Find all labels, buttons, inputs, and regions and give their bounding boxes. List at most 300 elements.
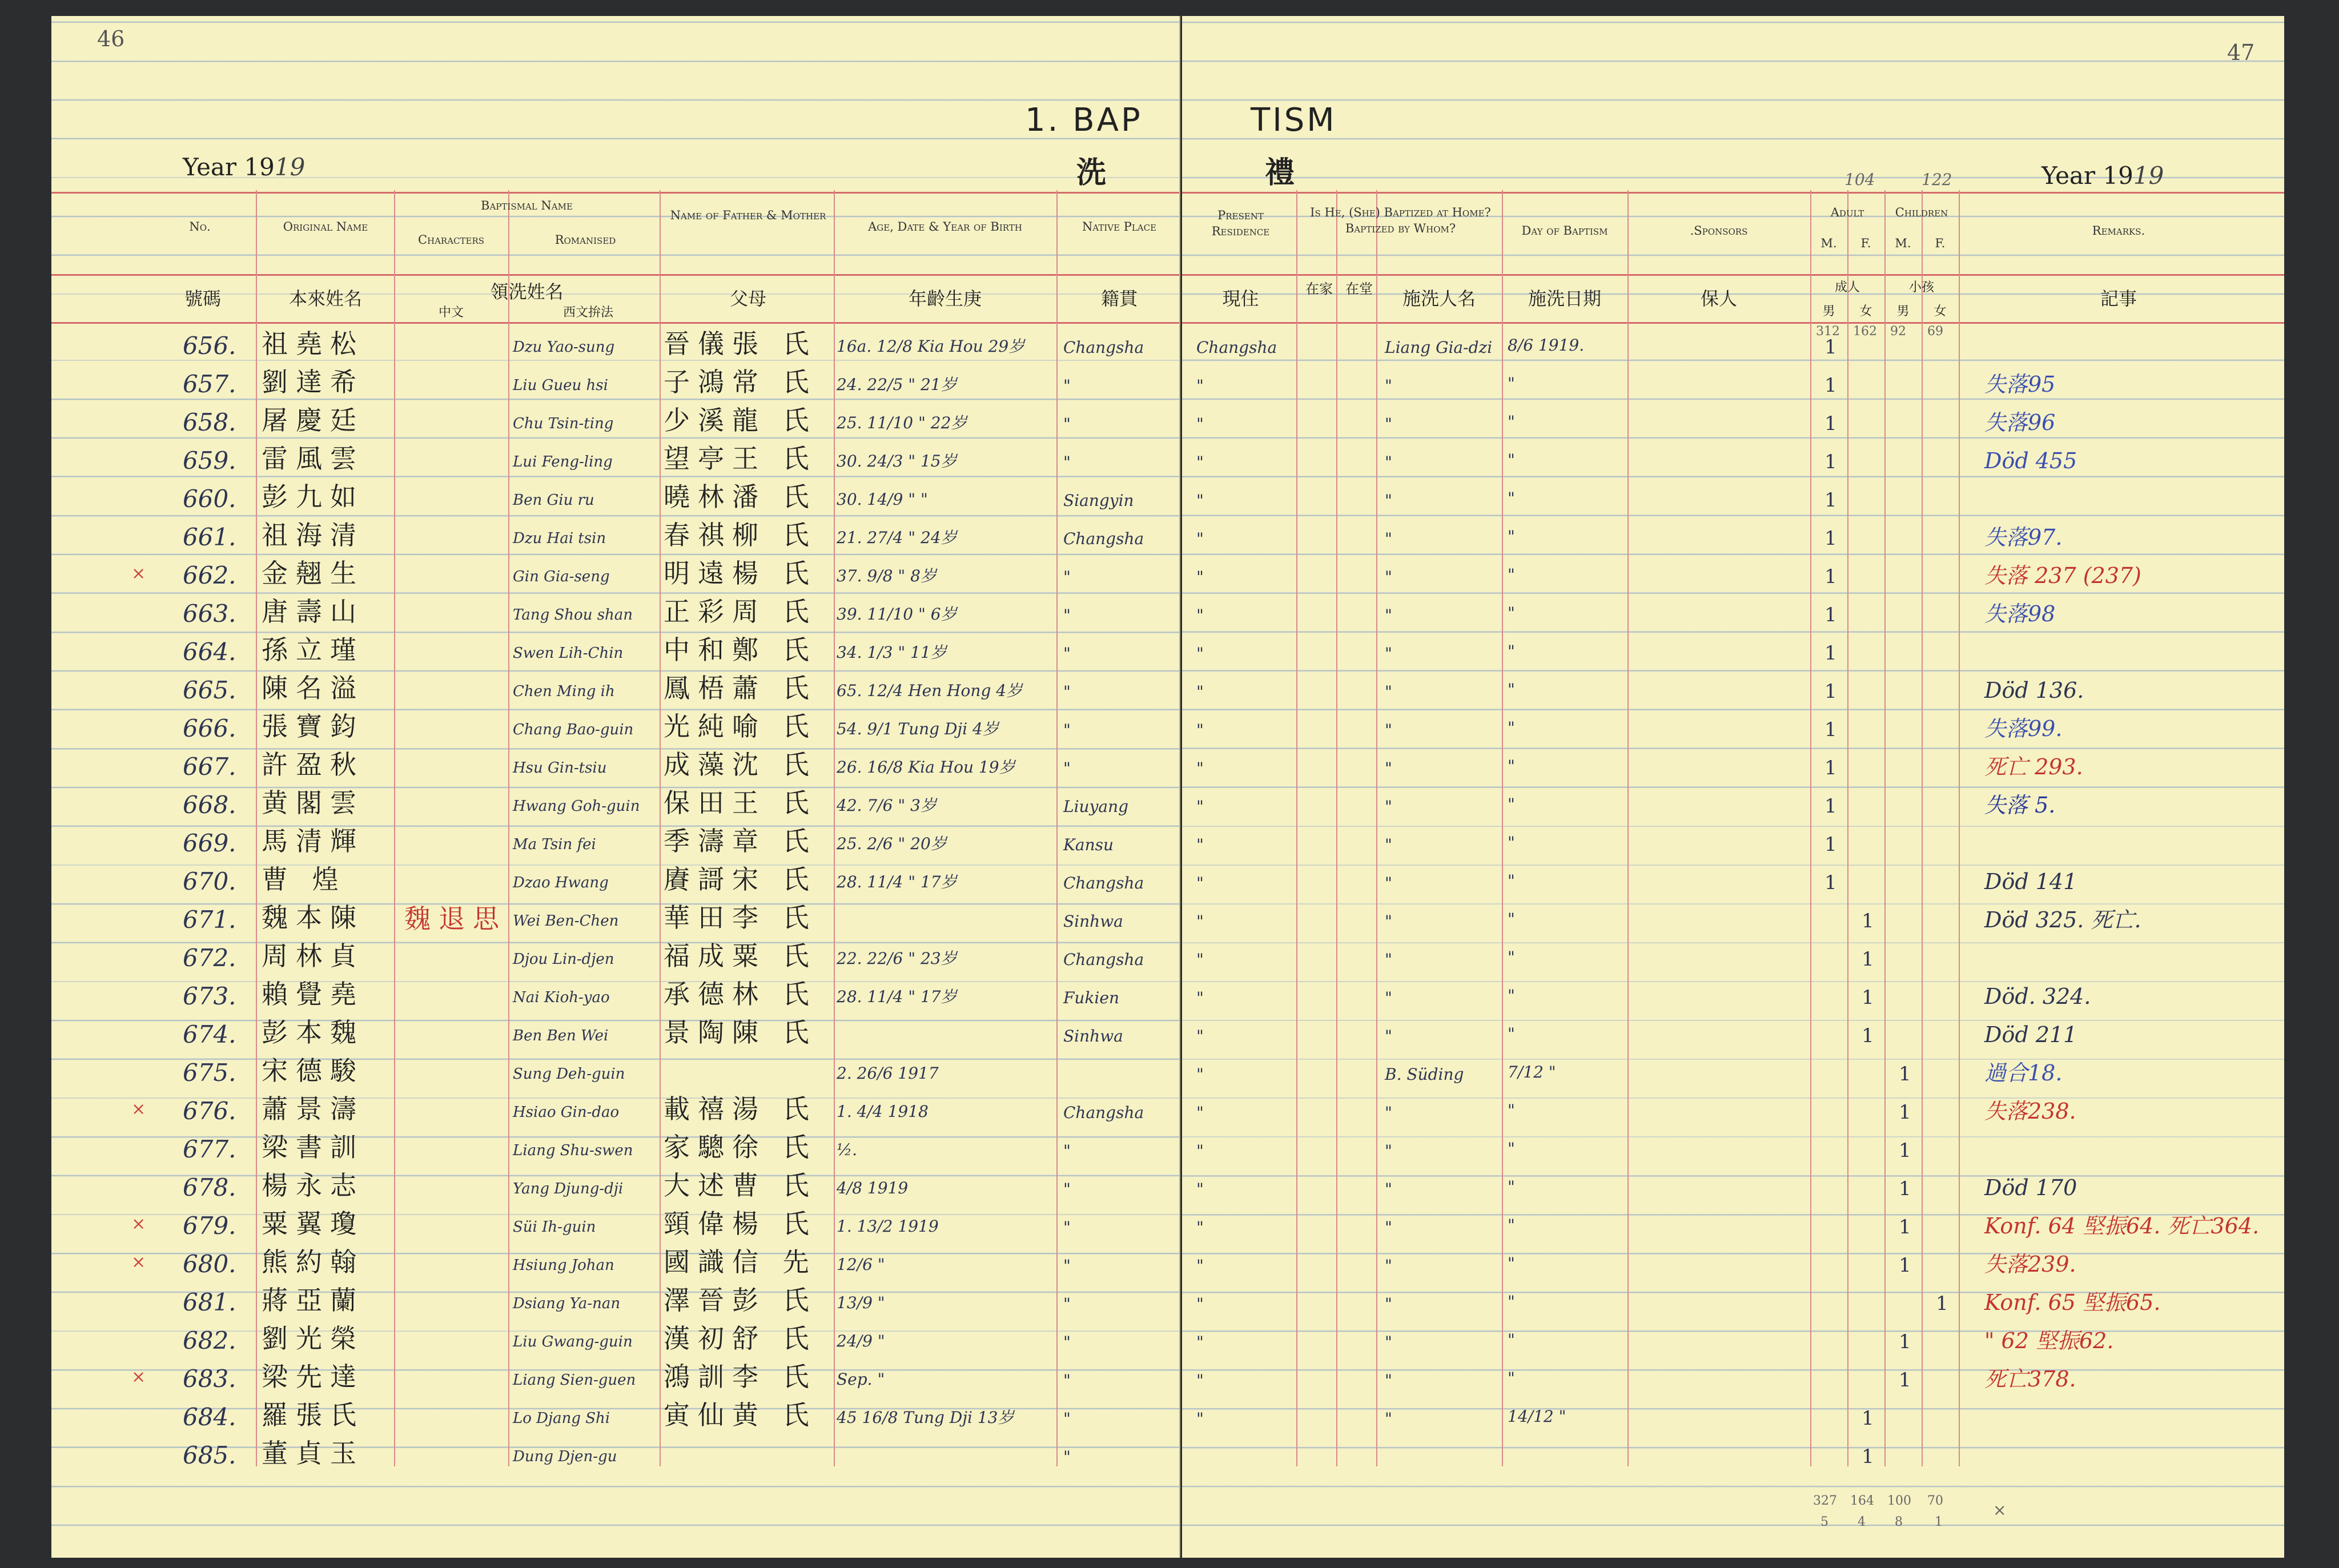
present-residence: " (1196, 874, 1204, 892)
cross-mark: × (131, 1099, 146, 1119)
age-date-birth: 28. 11/4 " 17岁 (837, 987, 957, 1006)
col-divider (660, 190, 661, 1466)
romanised-name: Dzao Hwang (513, 874, 609, 891)
present-residence: " (1196, 950, 1204, 969)
subtotal-adult-f: 162 (1853, 324, 1877, 339)
day-of-baptism: " (1508, 1101, 1515, 1120)
original-name: 祖堯松 (262, 328, 364, 359)
present-residence: " (1196, 1103, 1204, 1122)
total-sub-children-f: 1 (1935, 1515, 1943, 1529)
remark: Död 211 (1984, 1022, 2077, 1047)
entry-number: 676. (183, 1097, 236, 1125)
adult-female-count: 1 (1862, 948, 1874, 971)
day-of-baptism: " (1508, 1139, 1515, 1158)
total-adult-f: 164 (1850, 1494, 1874, 1508)
native-place: Fukien (1063, 988, 1119, 1007)
day-of-baptism: " (1508, 412, 1515, 431)
baptized-by: " (1385, 835, 1392, 854)
year-prefix-right: Year 19 (2041, 162, 2133, 190)
header-sponsors: .Sponsors (1690, 224, 1748, 238)
age-date-birth: 26. 16/8 Kia Hou 19岁 (837, 758, 1015, 777)
romanised-name: Gin Gia-seng (513, 568, 610, 585)
header-cjk-children: 小孩 (1908, 280, 1934, 295)
header-children-f: F. (1935, 236, 1946, 250)
age-date-birth: 22. 22/6 " 23岁 (837, 949, 957, 968)
subtotal-children-m: 92 (1890, 324, 1906, 339)
header-cjk-sponsors: 保人 (1700, 288, 1737, 309)
baptized-by: " (1385, 912, 1392, 931)
adult-male-count: 1 (1824, 374, 1837, 397)
romanised-name: Djou Lin-djen (513, 951, 614, 968)
present-residence: " (1196, 988, 1204, 1007)
title-right: TISM (1251, 102, 1337, 139)
header-cjk-parents: 父母 (729, 288, 766, 309)
parents-name: 景陶陳 氏 (664, 1017, 817, 1048)
original-name: 梁先達 (262, 1361, 364, 1392)
parents-name: 春祺柳 氏 (664, 520, 817, 550)
romanised-name: Hsu Gin-tsiu (513, 759, 607, 777)
parents-name: 國識信 先 (664, 1247, 817, 1277)
remark: Död 141 (1984, 869, 2077, 894)
col-divider (1502, 190, 1503, 1466)
header-rule-top (1182, 192, 2284, 194)
adult-female-count: 1 (1862, 1407, 1874, 1430)
native-place: " (1063, 415, 1071, 433)
baptized-by: Liang Gia-dzi (1385, 338, 1493, 357)
adult-male-count: 1 (1824, 604, 1837, 626)
day-of-baptism: " (1508, 910, 1515, 928)
adult-male-count: 1 (1824, 718, 1837, 741)
parents-name: 曉林潘 氏 (664, 481, 817, 512)
original-name: 楊永志 (262, 1170, 364, 1201)
remark: 失落95 (1984, 372, 2056, 397)
parents-name: 望亭王 氏 (664, 443, 817, 474)
original-name: 熊約翰 (262, 1247, 364, 1277)
col-divider (394, 190, 395, 1466)
parents-name: 中和鄭 氏 (664, 634, 817, 665)
age-date-birth: 4/8 1919 (837, 1179, 909, 1197)
header-age: Age, Date & Year of Birth (868, 220, 1022, 234)
header-original-name: Original Name (283, 220, 368, 234)
children-male-count: 1 (1899, 1063, 1911, 1085)
age-date-birth: ½. (837, 1140, 858, 1159)
remark: Död. 324. (1984, 984, 2091, 1009)
col-divider (1376, 190, 1377, 1466)
remark: 失落238. (1984, 1099, 2076, 1124)
remark: Död 170 (1984, 1175, 2077, 1200)
romanised-name: Nai Kioh-yao (513, 989, 610, 1006)
children-male-count: 1 (1899, 1330, 1911, 1353)
adult-female-count: 1 (1862, 1445, 1874, 1468)
native-place: Changsha (1063, 1103, 1144, 1122)
baptized-by: " (1385, 453, 1392, 472)
baptized-by: " (1385, 1218, 1392, 1237)
entry-number: 669. (183, 829, 236, 857)
age-date-birth: 39. 11/10 " 6岁 (837, 605, 957, 624)
header-rule-middle (51, 274, 1179, 276)
age-date-birth: 16a. 12/8 Kia Hou 29岁 (837, 337, 1025, 356)
day-of-baptism: " (1508, 1369, 1515, 1388)
header-cjk-at-church: 在堂 (1345, 281, 1373, 297)
total-adult-m: 327 (1813, 1494, 1837, 1508)
remark: 失落99. (1984, 716, 2063, 741)
col-divider (834, 190, 835, 1466)
header-cjk-day: 施洗日期 (1528, 288, 1601, 309)
parents-name: 福成粟 氏 (664, 940, 817, 971)
entry-number: 667. (183, 753, 236, 781)
present-residence: " (1196, 415, 1204, 433)
original-name: 魏本陳 (262, 902, 364, 933)
day-of-baptism: " (1508, 680, 1515, 699)
day-of-baptism: " (1508, 986, 1515, 1005)
original-name: 許盈秋 (262, 749, 364, 780)
header-day-of-baptism: Day of Baptism (1521, 224, 1608, 238)
adult-male-count: 1 (1824, 565, 1837, 588)
day-of-baptism: " (1508, 1177, 1515, 1196)
original-name: 彭九如 (262, 481, 364, 512)
romanised-name: Hwang Goh-guin (513, 798, 640, 815)
native-place: " (1063, 644, 1071, 663)
remark: 失落239. (1984, 1252, 2076, 1277)
header-cjk-characters: 中文 (438, 305, 464, 320)
baptismal-characters: 魏退思 (404, 903, 507, 934)
entry-number: 666. (183, 714, 236, 742)
original-name: 馬清輝 (262, 826, 364, 857)
original-name: 屠慶廷 (262, 405, 364, 436)
native-place: " (1063, 759, 1071, 778)
adult-male-count: 1 (1824, 412, 1837, 435)
children-male-count: 1 (1899, 1369, 1911, 1392)
original-name: 黄閣雲 (262, 787, 364, 818)
top-note-children: 122 (1922, 170, 1952, 189)
entry-number: 660. (183, 485, 236, 513)
age-date-birth: 54. 9/1 Tung Dji 4岁 (837, 719, 999, 738)
baptized-by: " (1385, 988, 1392, 1007)
baptized-by: " (1385, 950, 1392, 969)
total-sub-children-m: 8 (1895, 1515, 1903, 1529)
entry-number: 670. (183, 867, 236, 895)
remark: 失落 5. (1984, 793, 2056, 818)
parents-name: 華田李 氏 (664, 902, 817, 933)
right-page-number: 47 (2227, 40, 2255, 65)
parents-name: 大述曹 氏 (664, 1170, 817, 1201)
age-date-birth: 1. 4/4 1918 (837, 1102, 929, 1121)
native-place: Changsha (1063, 874, 1144, 892)
day-of-baptism: " (1508, 1024, 1515, 1043)
day-of-baptism: 14/12 " (1508, 1407, 1566, 1426)
right-page (1182, 16, 2284, 1558)
age-date-birth: Sep. " (837, 1370, 885, 1389)
present-residence: " (1196, 606, 1204, 625)
day-of-baptism: " (1508, 527, 1515, 546)
baptized-by: " (1385, 759, 1392, 778)
remark: Konf. 64 堅振64. 死亡364. (1984, 1213, 2260, 1239)
romanised-name: Hsiao Gin-dao (513, 1104, 620, 1121)
native-place: Sinhwa (1063, 912, 1123, 931)
day-of-baptism: " (1508, 1330, 1515, 1349)
parents-name: 保田王 氏 (664, 787, 817, 818)
baptized-by: " (1385, 491, 1392, 510)
romanised-name: Swen Lih-Chin (513, 645, 624, 662)
native-place: " (1063, 1141, 1071, 1160)
adult-male-count: 1 (1824, 795, 1837, 818)
age-date-birth: 13/9 " (837, 1293, 885, 1312)
native-place: Siangyin (1063, 491, 1134, 510)
day-of-baptism: " (1508, 948, 1515, 967)
native-place: " (1063, 682, 1071, 701)
subtotal-children-f: 69 (1927, 324, 1943, 339)
age-date-birth: 65. 12/4 Hen Hong 4岁 (837, 681, 1023, 700)
remark: Död 455 (1984, 448, 2077, 473)
native-place: Sinhwa (1063, 1027, 1123, 1046)
baptized-by: B. Süding (1385, 1065, 1464, 1084)
title-left: 1. BAP (1025, 102, 1143, 139)
header-remarks: Remarks. (2092, 224, 2145, 238)
day-of-baptism: " (1508, 565, 1515, 584)
adult-male-count: 1 (1824, 489, 1837, 512)
remark: 失落96 (1984, 410, 2056, 435)
romanised-name: Tang Shou shan (513, 606, 633, 624)
age-date-birth: 1. 13/2 1919 (837, 1217, 939, 1236)
native-place: " (1063, 1333, 1071, 1352)
children-male-count: 1 (1899, 1216, 1911, 1239)
present-residence: " (1196, 644, 1204, 663)
remark: 失落 237 (237) (1984, 563, 2141, 588)
entry-number: 678. (183, 1173, 236, 1201)
remark: 失落98 (1984, 601, 2056, 626)
present-residence: " (1196, 1371, 1204, 1390)
parents-name: 光純喻 氏 (664, 711, 817, 742)
header-cjk-baptismal-name: 領洗姓名 (490, 281, 564, 303)
native-place: " (1063, 568, 1071, 586)
col-divider (1959, 190, 1960, 1466)
entry-number: 675. (183, 1059, 236, 1087)
present-residence: " (1196, 1294, 1204, 1313)
parents-name: 載禧湯 氏 (664, 1093, 817, 1124)
subtotal-adult-m: 312 (1816, 324, 1840, 339)
total-children-m: 100 (1887, 1494, 1911, 1508)
day-of-baptism: " (1508, 1254, 1515, 1273)
romanised-name: Ben Giu ru (513, 492, 594, 509)
parents-name: 家驄徐 氏 (664, 1132, 817, 1163)
entry-number: 658. (183, 408, 236, 436)
adult-male-count: 1 (1824, 833, 1837, 856)
day-of-baptism: " (1508, 451, 1515, 469)
parents-name: 少溪龍 氏 (664, 405, 817, 436)
original-name: 賴覺堯 (262, 979, 364, 1010)
romanised-name: Dzu Yao-sung (513, 339, 615, 356)
romanised-name: Liang Sien-guen (513, 1372, 636, 1389)
year-label-left (183, 153, 305, 181)
baptized-by: " (1385, 1409, 1392, 1428)
header-rule-bottom (51, 322, 1179, 324)
original-name: 劉光榮 (262, 1323, 364, 1354)
baptized-by: " (1385, 376, 1392, 395)
day-of-baptism: " (1508, 604, 1515, 622)
native-place: " (1063, 721, 1071, 739)
header-cjk-baptizer: 施洗人名 (1402, 288, 1476, 309)
native-place: Changsha (1063, 338, 1144, 357)
header-adult-m: M. (1820, 236, 1837, 250)
day-of-baptism: " (1508, 642, 1515, 661)
adult-male-count: 1 (1824, 680, 1837, 703)
entry-number: 680. (183, 1250, 236, 1278)
header-cjk-native-place: 籍貫 (1100, 288, 1138, 309)
day-of-baptism: " (1508, 1292, 1515, 1311)
romanised-name: Ben Ben Wei (513, 1027, 609, 1044)
children-male-count: 1 (1899, 1139, 1911, 1162)
original-name: 金翹生 (262, 558, 364, 589)
present-residence: " (1196, 1180, 1204, 1199)
col-divider (1922, 190, 1923, 1466)
header-rule-middle (1182, 274, 2284, 276)
remark: Död 136. (1984, 678, 2084, 703)
entry-number: 672. (183, 944, 236, 972)
romanised-name: Yang Djung-dji (513, 1180, 624, 1197)
remark: " 62 堅振62. (1984, 1328, 2114, 1353)
entry-number: 656. (183, 332, 236, 360)
romanised-name: Lo Djang Shi (513, 1410, 610, 1427)
entry-number: 671. (183, 906, 236, 934)
remark: 死亡378. (1984, 1366, 2076, 1392)
present-residence: " (1196, 1218, 1204, 1237)
baptized-by: " (1385, 1141, 1392, 1160)
title-cjk-right: 禮 (1265, 155, 1295, 190)
present-residence: " (1196, 1333, 1204, 1352)
parents-name: 澤晉彭 氏 (664, 1285, 817, 1316)
age-date-birth: 25. 2/6 " 20岁 (837, 834, 947, 853)
day-of-baptism: 8/6 1919. (1508, 336, 1585, 355)
entry-number: 661. (183, 523, 236, 551)
present-residence: " (1196, 835, 1204, 854)
entry-number: 657. (183, 370, 236, 398)
original-name: 唐壽山 (262, 596, 364, 627)
entry-number: 674. (183, 1020, 236, 1048)
children-female-count: 1 (1936, 1292, 1948, 1315)
adult-male-count: 1 (1824, 871, 1837, 894)
parents-name: 鳳梧蕭 氏 (664, 673, 817, 703)
cross-mark: × (131, 1214, 146, 1234)
original-name: 彭本魏 (262, 1017, 364, 1048)
native-place: " (1063, 376, 1071, 395)
original-name: 羅張氏 (262, 1400, 364, 1430)
romanised-name: Liu Gueu hsi (513, 377, 608, 394)
parents-name: 漢初舒 氏 (664, 1323, 817, 1354)
romanised-name: Dung Djen-gu (513, 1448, 617, 1465)
romanised-name: Lui Feng-ling (513, 453, 613, 471)
entry-number: 683. (183, 1365, 236, 1393)
top-note-adult: 104 (1844, 170, 1875, 189)
native-place: " (1063, 1409, 1071, 1428)
present-residence: " (1196, 1409, 1204, 1428)
total-children-f: 70 (1927, 1494, 1943, 1508)
present-residence: " (1196, 491, 1204, 510)
original-name: 陳名溢 (262, 673, 364, 703)
baptized-by: " (1385, 1294, 1392, 1313)
day-of-baptism: " (1508, 757, 1515, 775)
parents-name: 明遠楊 氏 (664, 558, 817, 589)
adult-female-count: 1 (1862, 1024, 1874, 1047)
parents-name: 寅仙黄 氏 (664, 1400, 817, 1430)
age-date-birth: 25. 11/10 " 22岁 (837, 413, 967, 432)
present-residence: " (1196, 568, 1204, 586)
cross-mark: × (131, 564, 146, 584)
day-of-baptism: " (1508, 871, 1515, 890)
day-of-baptism: 7/12 " (1508, 1063, 1556, 1081)
baptized-by: " (1385, 1256, 1392, 1275)
adult-male-count: 1 (1824, 336, 1837, 359)
baptized-by: " (1385, 874, 1392, 892)
original-name: 蔣亞蘭 (262, 1285, 364, 1316)
adult-male-count: 1 (1824, 642, 1837, 665)
original-name: 劉達希 (262, 367, 364, 397)
romanised-name: Sung Deh-guin (513, 1066, 625, 1083)
romanised-name: Ma Tsin fei (513, 836, 596, 853)
total-mark: × (1993, 1501, 2007, 1519)
present-residence: " (1196, 721, 1204, 739)
age-date-birth: 30. 14/9 " " (837, 490, 928, 509)
col-divider (1627, 190, 1629, 1466)
original-name: 祖海清 (262, 520, 364, 550)
header-children-m: M. (1895, 236, 1911, 250)
romanised-name: Chu Tsin-ting (513, 415, 614, 432)
romanised-name: Dsiang Ya-nan (513, 1295, 621, 1312)
header-rule-bottom (1182, 322, 2284, 324)
year-label-right (2041, 162, 2164, 190)
adult-female-count: 1 (1862, 986, 1874, 1009)
age-date-birth: 2. 26/6 1917 (837, 1064, 939, 1083)
native-place: Changsha (1063, 950, 1144, 969)
baptized-by: " (1385, 606, 1392, 625)
present-residence: " (1196, 1256, 1204, 1275)
romanised-name: Wei Ben-Chen (513, 912, 619, 930)
header-no: No. (189, 220, 211, 234)
baptized-by: " (1385, 529, 1392, 548)
entry-number: 685. (183, 1441, 236, 1469)
adult-female-count: 1 (1862, 910, 1874, 932)
native-place: Kansu (1063, 835, 1114, 854)
original-name: 粟翼瓊 (262, 1208, 364, 1239)
col-divider (1884, 190, 1886, 1466)
entry-number: 663. (183, 600, 236, 628)
parents-name: 季濤章 氏 (664, 826, 817, 857)
entry-number: 679. (183, 1212, 236, 1240)
present-residence: " (1196, 376, 1204, 395)
header-cjk-age: 年齡生庚 (908, 288, 982, 309)
entry-number: 682. (183, 1326, 236, 1354)
header-cjk-no: 號碼 (184, 288, 221, 309)
present-residence: Changsha (1196, 338, 1277, 357)
parents-name: 鴻訓李 氏 (664, 1361, 817, 1392)
header-adult: Adult (1830, 206, 1864, 219)
native-place: " (1063, 1180, 1071, 1199)
original-name: 孫立瑾 (262, 634, 364, 665)
col-divider (1056, 190, 1058, 1466)
cross-mark: × (131, 1367, 146, 1387)
native-place: " (1063, 1294, 1071, 1313)
parents-name: 賡謌宋 氏 (664, 864, 817, 895)
present-residence: " (1196, 759, 1204, 778)
age-date-birth: 42. 7/6 " 3岁 (837, 796, 937, 815)
header-cjk-original-name: 本來姓名 (288, 288, 362, 309)
header-rule-top (51, 192, 1179, 194)
present-residence: " (1196, 1065, 1204, 1084)
native-place: Changsha (1063, 529, 1144, 548)
col-divider (508, 190, 509, 1466)
day-of-baptism: " (1508, 1216, 1515, 1235)
day-of-baptism: " (1508, 374, 1515, 393)
remark: Död 325. 死亡. (1984, 907, 2141, 932)
